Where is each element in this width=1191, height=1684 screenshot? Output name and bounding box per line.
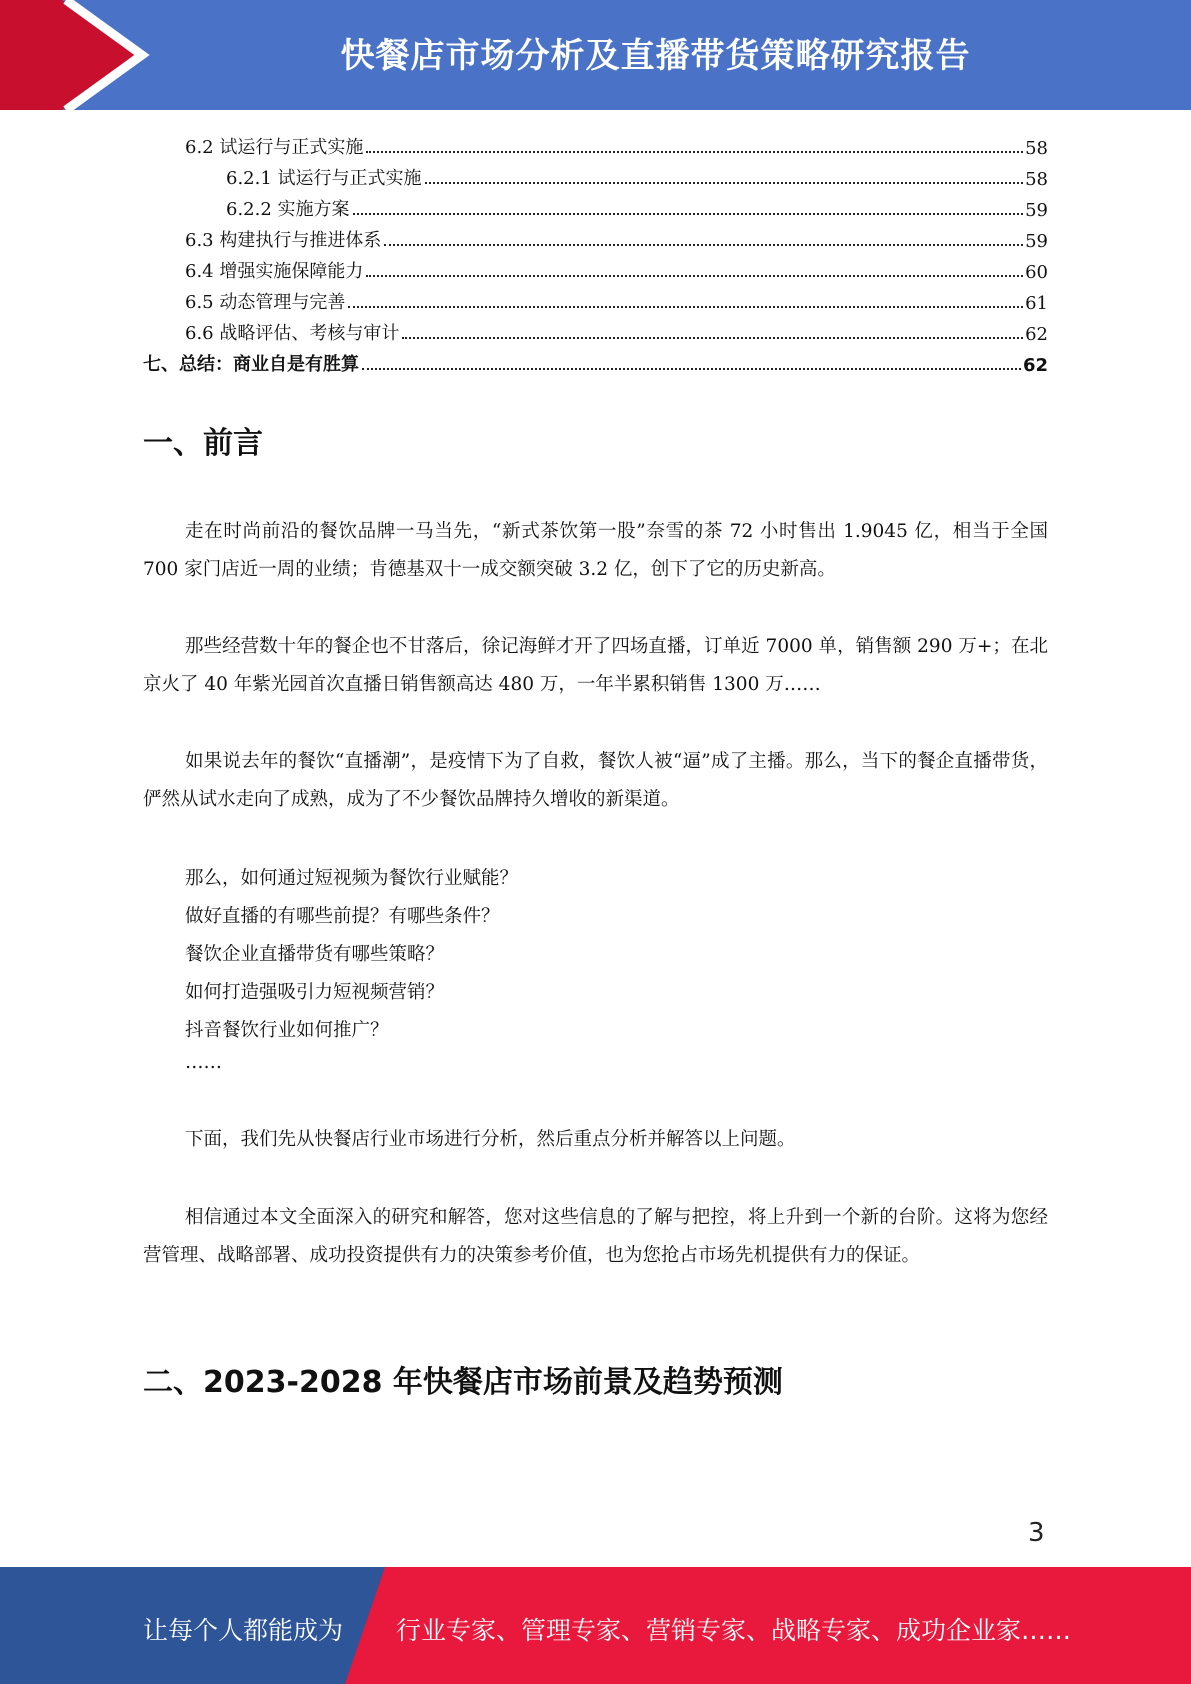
toc-leader-dots	[425, 181, 1024, 184]
toc-entry-label: 6.4 增强实施保障能力	[185, 261, 364, 282]
toc-entry-label: 6.6 战略评估、考核与审计	[185, 323, 400, 344]
question-line: 做好直播的有哪些前提？有哪些条件？	[185, 906, 500, 927]
page-number: 3	[1028, 1518, 1045, 1548]
toc-entry[interactable]	[143, 252, 1048, 283]
toc-entry[interactable]	[143, 314, 1048, 345]
body-paragraph: 走在时尚前沿的餐饮品牌一马当先，“新式茶饮第一股”奈雪的茶 72 小时售出 1.9045 亿，相当于全国 700 家门店近一周的业绩；肯德基双十一成交额突破 3.2 亿，创下了它的历史新高。	[143, 521, 1048, 580]
toc-entry[interactable]	[143, 159, 1048, 190]
question-line: ……	[185, 1052, 222, 1073]
toc-entry[interactable]	[143, 283, 1048, 314]
toc-entry[interactable]	[143, 221, 1048, 252]
toc-entry-label: 6.2.2 实施方案	[226, 199, 350, 220]
toc-entry-label: 七、总结：商业自是有胜算	[143, 354, 359, 375]
toc-leader-dots	[362, 367, 1021, 370]
toc-leader-dots	[348, 305, 1023, 308]
question-line: 如何打造强吸引力短视频营销？	[185, 982, 445, 1003]
footer-slogan-left: 让每个人都能成为	[143, 1616, 344, 1645]
toc-leader-dots	[366, 150, 1023, 153]
table-of-contents	[143, 128, 1048, 376]
toc-leader-dots	[366, 274, 1023, 277]
toc-leader-dots	[402, 336, 1023, 339]
toc-entry-page: 61	[1025, 293, 1048, 314]
page-footer	[0, 1567, 1191, 1684]
footer-slogan-right: 行业专家、管理专家、营销专家、战略专家、成功企业家……	[396, 1616, 1072, 1645]
toc-entry-label: 6.2 试运行与正式实施	[185, 137, 364, 158]
section-heading-market-outlook: 二、2023-2028 年快餐店市场前景及趋势预测	[143, 1365, 783, 1400]
body-paragraph: 那些经营数十年的餐企也不甘落后，徐记海鲜才开了四场直播，订单近 7000 单，销售额 290 万+；在北京火了 40 年紫光园首次直播日销售额高达 480 万，一年半累积销售 1300 万……	[143, 636, 1048, 695]
toc-entry-label: 6.3 构建执行与推进体系	[185, 230, 382, 251]
toc-leader-dots	[384, 243, 1023, 246]
body-paragraph: 如果说去年的餐饮“直播潮”，是疫情下为了自救，餐饮人被“逼”成了主播。那么，当下的餐企直播带货，俨然从试水走向了成熟，成为了不少餐饮品牌持久增收的新渠道。	[143, 751, 1048, 810]
body-paragraph: 相信通过本文全面深入的研究和解答，您对这些信息的了解与把控，将上升到一个新的台阶。这将为您经营管理、战略部署、成功投资提供有力的决策参考价值，也为您抢占市场先机提供有力的保证。	[143, 1207, 1048, 1266]
question-line: 餐饮企业直播带货有哪些策略？	[185, 944, 445, 965]
toc-entry-label: 6.5 动态管理与完善	[185, 292, 346, 313]
toc-entry-label: 6.2.1 试运行与正式实施	[226, 168, 422, 189]
toc-entry[interactable]	[143, 128, 1048, 159]
page-header	[0, 0, 1191, 110]
toc-entry-chapter[interactable]	[143, 345, 1048, 376]
toc-leader-dots	[353, 212, 1024, 215]
toc-entry-page: 62	[1025, 324, 1048, 345]
toc-entry-page: 62	[1022, 355, 1048, 376]
toc-entry-page: 58	[1025, 169, 1048, 190]
toc-entry-page: 59	[1025, 200, 1048, 221]
question-line: 抖音餐饮行业如何推广？	[185, 1020, 389, 1041]
toc-entry[interactable]	[143, 190, 1048, 221]
toc-entry-page: 59	[1025, 231, 1048, 252]
question-line: 那么，如何通过短视频为餐饮行业赋能？	[185, 868, 519, 889]
report-title: 快餐店市场分析及直播带货策略研究报告	[340, 36, 971, 76]
toc-entry-page: 60	[1025, 262, 1048, 283]
section-heading-preface: 一、前言	[143, 426, 263, 461]
toc-entry-page: 58	[1025, 138, 1048, 159]
body-paragraph: 下面，我们先从快餐店行业市场进行分析，然后重点分析并解答以上问题。	[185, 1129, 796, 1150]
